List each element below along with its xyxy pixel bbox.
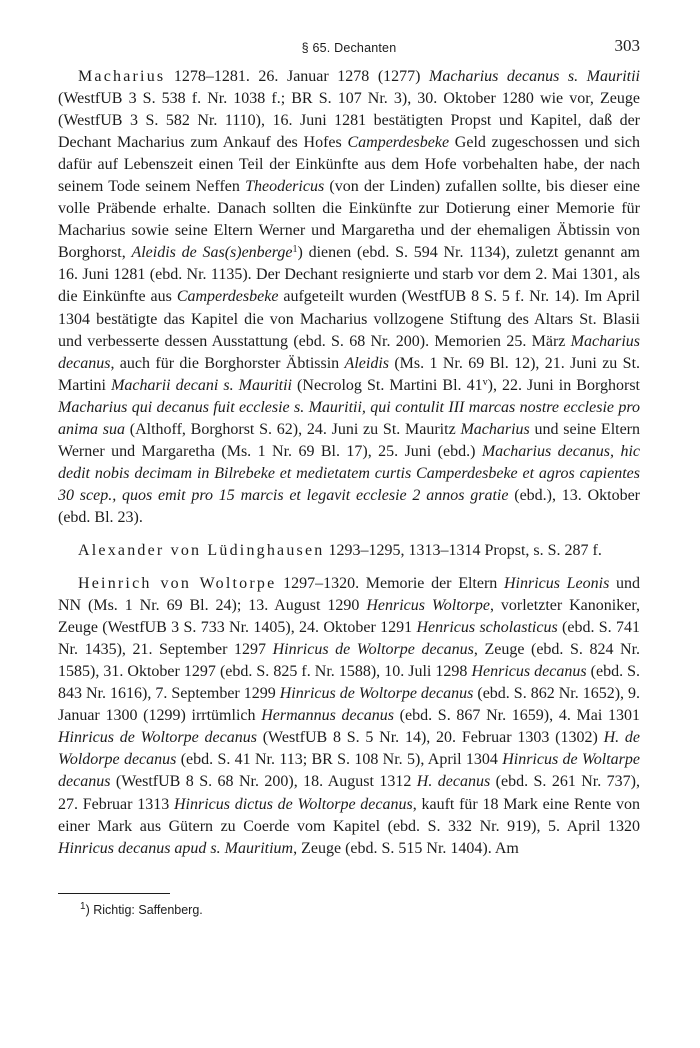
- page-header: [58, 36, 640, 62]
- text-run: (WestfUB 8 S. 5 Nr. 14), 20. Februar 1303 (1302): [256, 729, 604, 747]
- italic-citation: Camperdesbeke: [176, 288, 279, 306]
- italic-citation: Theodericus: [245, 178, 325, 196]
- text-run: (ebd. S. 862 Nr. 1652), 9. Januar 1300 (1299) irrtümlich: [58, 685, 641, 725]
- running-head: § 65. Dechanten: [301, 41, 397, 55]
- text-run: (Necrolog St. Martini Bl. 41: [292, 376, 483, 394]
- italic-citation: Henricus decanus: [471, 663, 587, 681]
- text-run: , auch für die Borghorster Äbtissin: [110, 354, 345, 372]
- italic-citation: Macharius: [460, 420, 530, 438]
- text-run: und NN (Ms. 1 Nr. 69 Bl. 24); 13. August 1290: [58, 575, 641, 615]
- italic-citation: Aleidis de Sas(s)enberge: [131, 244, 293, 262]
- italic-citation: Hermannus decanus: [261, 707, 394, 725]
- main-text: [58, 66, 640, 860]
- page-number: 303: [614, 36, 640, 55]
- text-run: 1293–1295, 1313–1314 Propst, s. S. 287 f.: [324, 541, 602, 559]
- italic-citation: Hinricus de Woltorpe decanus: [279, 685, 474, 703]
- italic-citation: Hinricus de Woltarpe decanus: [58, 751, 641, 791]
- text-run: (ebd. S. 843 Nr. 1616), 7. September 1299: [58, 663, 641, 703]
- entry-paragraph: [58, 540, 640, 562]
- entry-paragraph: [58, 573, 640, 860]
- footnote-rule: [58, 893, 170, 894]
- text-run: ) dienen (ebd. S. 594 Nr. 1134), zuletzt genannt am 16. Juni 1281 (ebd. Nr. 1135). Der Dechant resignierte und starb vor dem 2. Mai 1301, als die Einkünfte aus: [58, 244, 640, 306]
- italic-citation: Hinricus de Woltorpe decanus: [58, 729, 257, 747]
- italic-citation: Hinricus decanus apud s. Mauritium: [58, 839, 294, 857]
- text-run: , kauft für 18 Mark eine Rente von einer Mark aus Gütern zu Coerde vom Kapitel (ebd. S. 332 Nr. 919), 5. April 1320: [58, 795, 641, 835]
- italic-citation: Macharius qui decanus fuit ecclesie s. Mauritii, qui contulit III marcas nostre ecclesie pro anima sua: [58, 398, 640, 438]
- superscript: v: [482, 376, 488, 388]
- italic-citation: Macharius decanus s. Mauritii: [429, 68, 640, 85]
- text-run: (ebd.), 13. Oktober (ebd. Bl. 23).: [58, 486, 641, 526]
- text-run: (ebd. S. 867 Nr. 1659), 4. Mai 1301: [393, 707, 640, 725]
- text-run: 1278–1281. 26. Januar 1278 (1277): [165, 68, 430, 85]
- text-run: (ebd. S. 741 Nr. 1435), 21. September 1297: [58, 619, 641, 659]
- italic-citation: Hinricus Leonis: [503, 575, 610, 593]
- entry-paragraph: [58, 66, 640, 529]
- footnote: [80, 903, 620, 917]
- text-run: und seine Eltern Werner und Margaretha (Ms. 1 Nr. 69 Bl. 17), 25. Juni (ebd.): [58, 420, 641, 460]
- italic-citation: Macharii decani s. Mauritii: [111, 376, 292, 394]
- entry-text: [58, 575, 640, 857]
- text-run: (WestfUB 8 S. 68 Nr. 200), 18. August 1312: [110, 773, 417, 791]
- text-run: ), 22. Juni in Borghorst: [487, 376, 641, 394]
- italic-citation: Hinricus dictus de Woltorpe decanus: [173, 795, 413, 813]
- entry-name: Alexander von Lüdinghausen: [78, 541, 325, 559]
- italic-citation: H. de Woldorpe decanus: [58, 729, 641, 769]
- italic-citation: Macharius decanus, hic dedit nobis decimam in Bilrebeke et medietatem curtis Camperdesbeke et agros capientes 30 scep., quos emit pro 15 marcis et legavit ecclesie 2 annos gratie: [58, 442, 640, 504]
- italic-citation: Henricus Woltorpe: [366, 597, 490, 615]
- italic-citation: Henricus scholasticus: [416, 619, 558, 637]
- text-run: Geld zugeschossen und sich dafür auf Lebenszeit einen Teil der Einkünfte aus dem Hofe vorbehalten habe, der nach seinem Tode seinem Neffen: [58, 134, 640, 196]
- entry-text: [324, 542, 601, 559]
- text-run: (Althoff, Borghorst S. 62), 24. Juni zu St. Mauritz: [125, 420, 461, 438]
- text-run: , vorletzter Kanoniker, Zeuge (WestfUB 3 S. 733 Nr. 1405), 24. Oktober 1291: [58, 597, 641, 637]
- entry-name: Heinrich von Woltorpe: [78, 575, 277, 593]
- entry-name: Macharius: [78, 68, 166, 85]
- entry-text: [58, 68, 640, 526]
- italic-citation: H. decanus: [416, 773, 491, 791]
- italic-citation: Macharius decanus: [58, 332, 640, 372]
- superscript: 1: [292, 244, 298, 256]
- footnote-text: ) Richtig: Saffenberg.: [85, 903, 203, 917]
- text-run: (ebd. S. 41 Nr. 113; BR S. 108 Nr. 5), April 1304: [176, 751, 503, 769]
- text-run: aufgeteilt wurden (WestfUB 8 S. 5 f. Nr. 14). Im April 1304 bestätigte das Kapitel die von Macharius vollzogene Stiftung des Altars St. Blasii und verbesserte dessen Ausstattung (ebd. S. 68 Nr. 200). Memorien 25. März: [58, 288, 640, 350]
- text-run: 1297–1320. Memorie der Eltern: [276, 575, 504, 593]
- text-run: (ebd. S. 261 Nr. 737), 27. Februar 1313: [58, 773, 641, 813]
- text-run: (Ms. 1 Nr. 69 Bl. 12), 21. Juni zu St. Martini: [58, 354, 641, 394]
- text-run: (WestfUB 3 S. 538 f. Nr. 1038 f.; BR S. 107 Nr. 3), 30. Oktober 1280 wie vor, Zeuge (WestfUB 3 S. 582 Nr. 1110), 16. Juni 1281 bestätigten Propst und Kapitel, daß der Dechant Macharius zum Ankauf des Hofes: [58, 90, 640, 152]
- italic-citation: Hinricus de Woltorpe decanus: [272, 641, 474, 659]
- text-run: , Zeuge (ebd. S. 515 Nr. 1404). Am: [293, 839, 519, 857]
- footnote-marker: 1: [80, 901, 86, 912]
- text-run: , Zeuge (ebd. S. 824 Nr. 1585), 31. Oktober 1297 (ebd. S. 825 f. Nr. 1588), 10. Juli 1298: [58, 641, 641, 681]
- text-run: (von der Linden) zufallen sollte, bis dieser eine volle Präbende erhalte. Danach sollten die Einkünfte zur Dotierung einer Memorie für Macharius sowie seine Eltern Werner und Margaretha und der ehemaligen Äbtissin von Borghorst,: [58, 178, 640, 262]
- italic-citation: Camperdesbeke: [347, 134, 450, 152]
- italic-citation: Aleidis: [344, 354, 389, 372]
